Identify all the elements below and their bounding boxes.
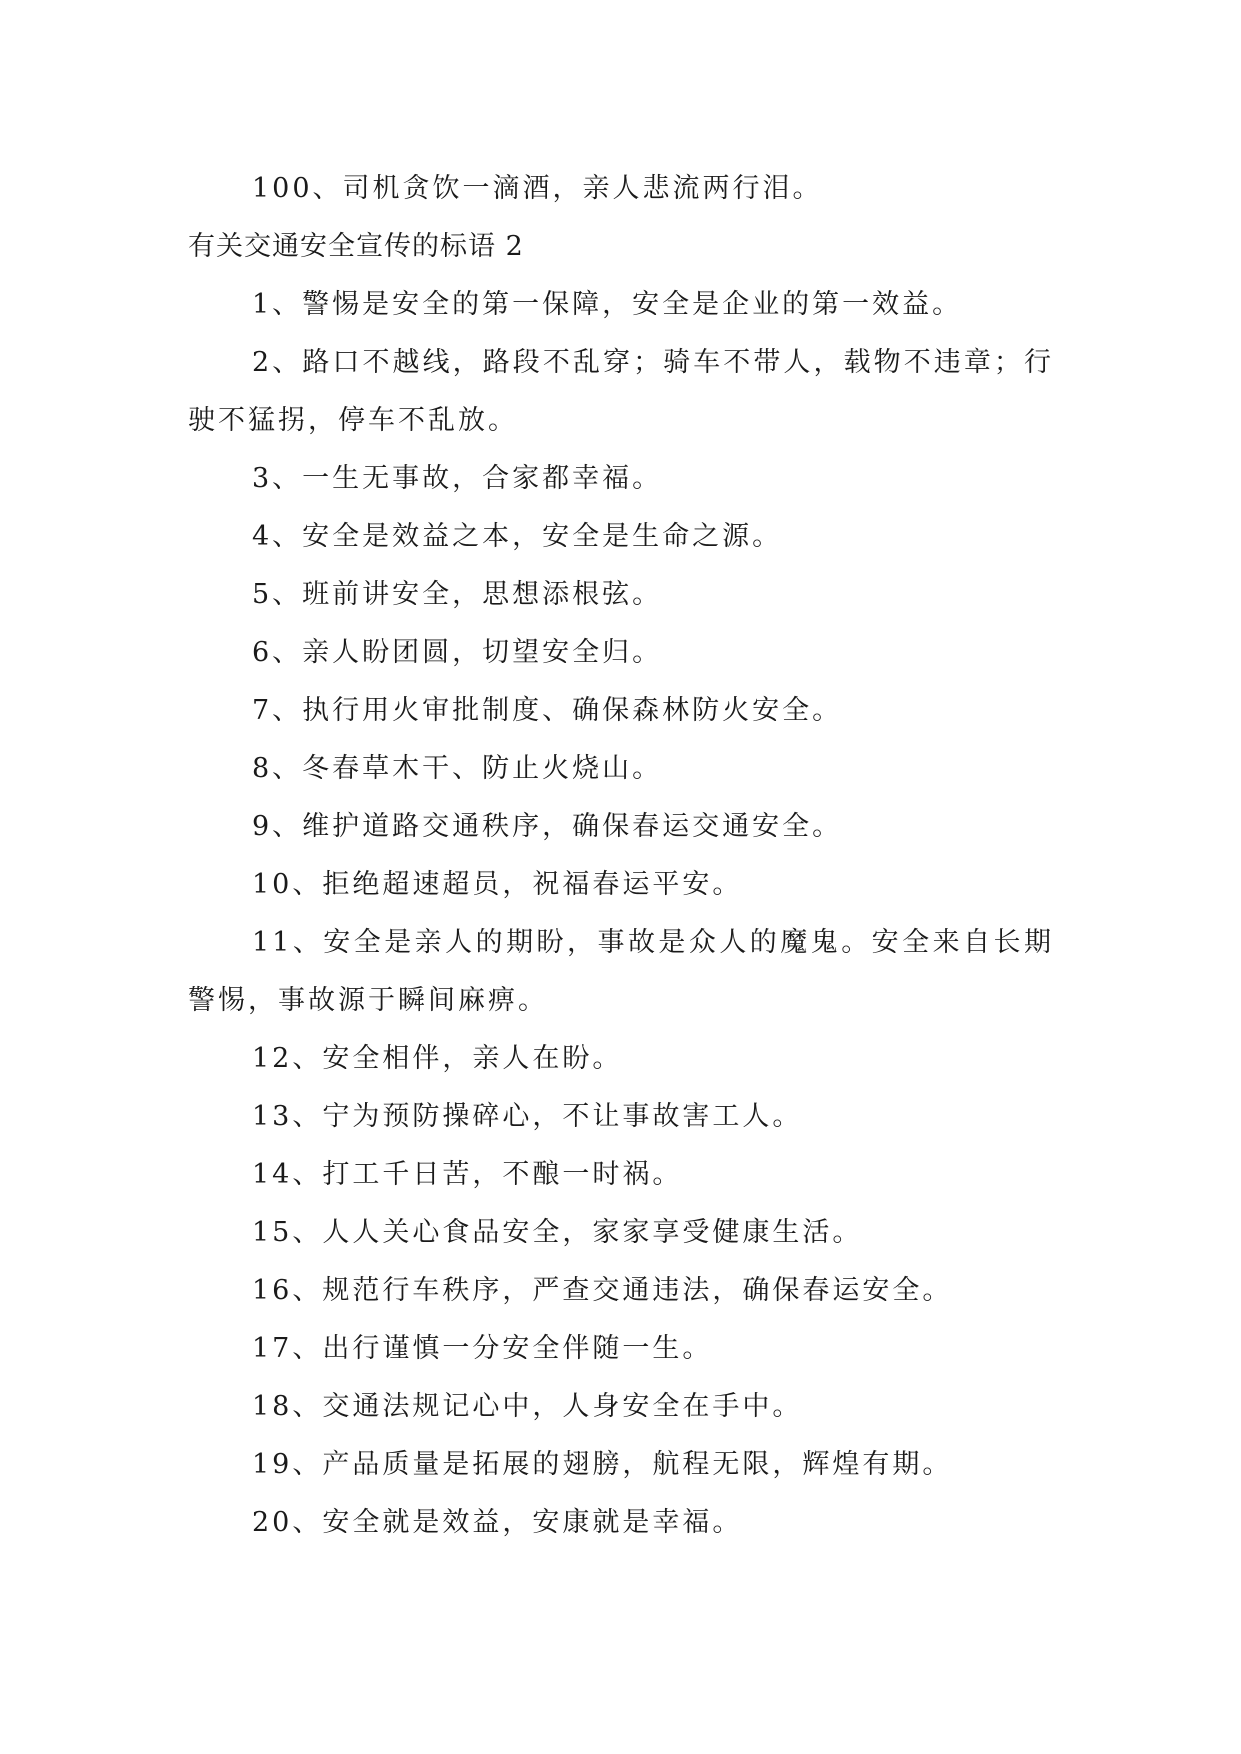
slogan-15: 15、人人关心食品安全，家家享受健康生活。 — [252, 1217, 863, 1248]
slogan-20: 20、安全就是效益，安康就是幸福。 — [252, 1507, 743, 1538]
slogan-6: 6、亲人盼团圆，切望安全归。 — [252, 637, 663, 668]
slogan-14: 14、打工千日苦，不酿一时祸。 — [252, 1159, 683, 1190]
slogan-19: 19、产品质量是拓展的翅膀，航程无限，辉煌有期。 — [252, 1449, 953, 1480]
slogan-9: 9、维护道路交通秩序，确保春运交通安全。 — [252, 811, 843, 842]
slogan-10: 10、拒绝超速超员，祝福春运平安。 — [252, 869, 743, 900]
slogan-5: 5、班前讲安全，思想添根弦。 — [252, 579, 663, 610]
slogan-18: 18、交通法规记心中，人身安全在手中。 — [252, 1391, 803, 1422]
slogan-16: 16、规范行车秩序，严查交通违法，确保春运安全。 — [252, 1275, 953, 1306]
slogan-3: 3、一生无事故，合家都幸福。 — [252, 463, 663, 494]
slogan-1: 1、警惕是安全的第一保障，安全是企业的第一效益。 — [252, 289, 963, 320]
document-body — [188, 160, 1054, 1552]
section-heading: 有关交通安全宣传的标语 2 — [188, 231, 524, 262]
slogan-11: 11、安全是亲人的期盼，事故是众人的魔鬼。安全来自长期警惕，事故源于瞬间麻痹。 — [188, 927, 1054, 1016]
slogan-17: 17、出行谨慎一分安全伴随一生。 — [252, 1333, 713, 1364]
slogan-13: 13、宁为预防操碎心，不让事故害工人。 — [252, 1101, 803, 1132]
slogan-4: 4、安全是效益之本，安全是生命之源。 — [252, 521, 783, 552]
slogan-2: 2、路口不越线，路段不乱穿；骑车不带人，载物不违章；行驶不猛拐，停车不乱放。 — [188, 347, 1054, 436]
slogan-8: 8、冬春草木干、防止火烧山。 — [252, 753, 663, 784]
slogan-100: 100、司机贪饮一滴酒，亲人悲流两行泪。 — [252, 173, 823, 204]
slogan-7: 7、执行用火审批制度、确保森林防火安全。 — [252, 695, 843, 726]
slogan-12: 12、安全相伴，亲人在盼。 — [252, 1043, 623, 1074]
